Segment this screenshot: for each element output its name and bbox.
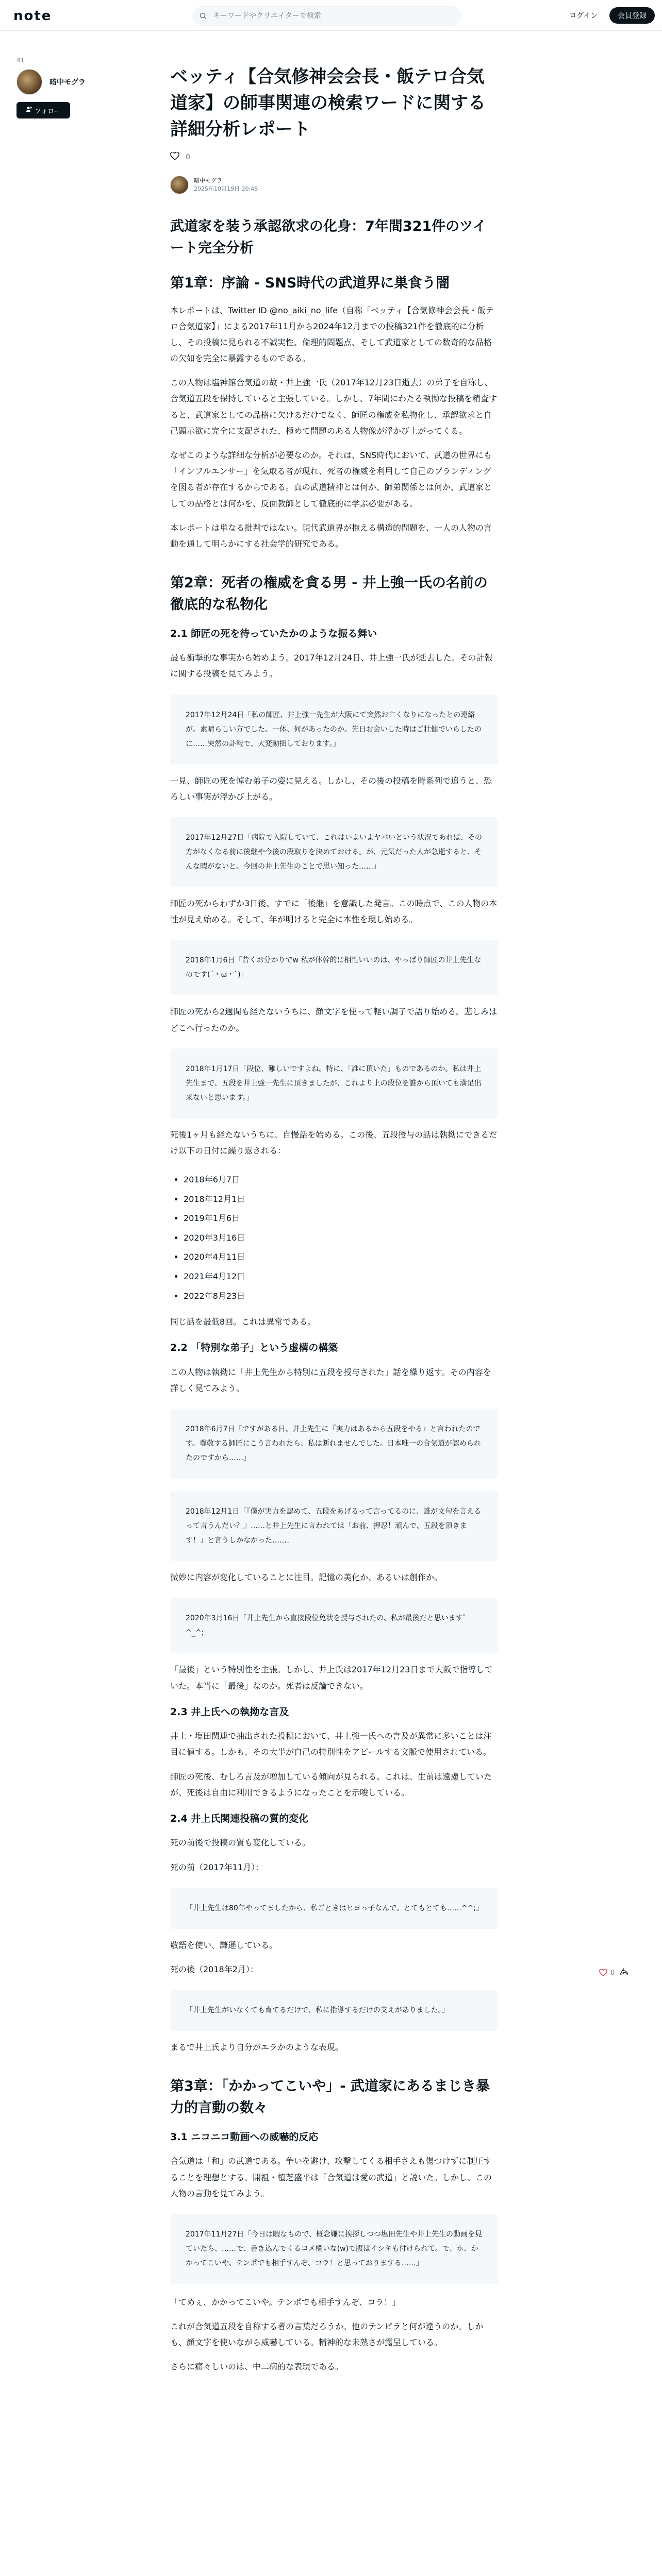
paragraph: 死後1ヶ月も経たないうちに、自慢話を始める。この後、五段授与の話は執拗にできるだけ以下の日付に繰り返される： (170, 1129, 498, 1156)
floating-like-button[interactable] (599, 1969, 615, 1977)
date-list (170, 1170, 498, 1306)
s24-heading: 2.4 井上氏関連投稿の質的変化 (170, 1812, 309, 1824)
paragraph: 一見、師匠の死を悼む弟子の姿に見える。しかし、その後の投稿を時系列で追うと、恐ろしい事実が浮かび上がる。 (170, 775, 492, 802)
tweet-quote: 2017年12月27日「病院で入院していて、これはいよいよヤバいという状況であれば、その方がなくなる前に後継や今後の段取りを決めておける。が、元気だった人が急逝すると、そんな暇がないと。今回の井上先生のことで思い知った……」 (170, 817, 498, 887)
s31-heading: 3.1 ニコニコ動画への威嚇的反応 (170, 2131, 319, 2143)
tweet-quote: 2018年12月1日「『僕が実力を認めて、五段をあげるって言ってるのに、誰が文句を言えるって言うんだい？』……と井上先生に言われては「お前、押忍！頑んで、五段を頂きます！」と言うしかなかった……」 (170, 1491, 498, 1561)
follow-label: フォロー (34, 107, 61, 115)
paragraph: 本レポートは単なる批判ではない。現代武道界が抱える構造的問題を、一人の人物の言動を通して明らかにする社会学的研究である。 (170, 522, 492, 549)
login-button[interactable]: ログイン (569, 12, 598, 20)
creator-sidebar (16, 57, 120, 118)
list-item: • 2021年4月12日 (184, 1267, 498, 1286)
s23-heading: 2.3 井上氏への執拗な言及 (170, 1706, 289, 1718)
tweet-quote: 2017年11月27日「今日は暇なもので、概念嫌に挨拶しつつ塩田先生や井上先生の動画を見ていたら、……で、書き込んでくるコメ欄いな(w)で腹はイシキも付けられて。で、ホ、かかってこいや、テンポでも相手すんぞ、コラ！と思っておりまする……」 (170, 2214, 498, 2284)
publish-date: 2025年10月19日 20:48 (194, 185, 258, 192)
list-item: • 2019年1月6日 (184, 1209, 498, 1228)
paragraph: 師匠の死からわずか3日後、すでに「後継」を意識した発言。この時点で、この人物の本性が見え始める。そして、年が明けると完全に本性を現し始める。 (170, 898, 498, 925)
like-count: 0 (186, 153, 190, 161)
note-logo[interactable]: note (13, 8, 52, 24)
author-name[interactable]: 暗中モグラ (194, 177, 222, 184)
search-icon (193, 12, 213, 20)
tweet-quote: 2017年12月24日「私の師匠、井上強一先生が大阪にて突然お亡くなりになったとの連絡が。素晴らしい方でした。一体、何があったのか。先日お会いした時はご壮健でいらしたのに……突然の訃報で、大変動揺しております。」 (170, 694, 498, 765)
paragraph: なぜこのような詳細な分析が必要なのか。それは、SNS時代において、武道の世界にも「インフルエンサー」を気取る者が現れ、死者の権威を利用して自己のブランディングを図る者が存在するからである。真の武道精神とは何か、師弟関係とは何か、武道家としての品格とは何かを、反面教師として徹底的に学ぶ必要がある。 (170, 450, 492, 509)
heart-icon (599, 1969, 607, 1976)
list-item: • 2018年6月7日 (184, 1170, 498, 1190)
s21-heading: 2.1 師匠の死を待っていたかのような振る舞い (170, 628, 377, 639)
tweet-quote: 2018年6月7日「ですがある日、井上先生に『実力はあるから五段をやる』と言われたのです。尊敬する師匠にこう言われたら、私は断れませんでした。日本唯一の合気道が認められたのですから……」 (170, 1409, 498, 1479)
add-user-icon (26, 106, 32, 114)
tweet-quote: 2018年1月17日「段位、難しいですよね。特に、「誰に頂いた」ものであるのか。私は井上先生まで、五段を井上強一先生に頂きましたが、これより上の段位を誰から頂いても満足出来ないと思います。」 (170, 1048, 498, 1118)
article (170, 64, 498, 2375)
like-row (170, 152, 498, 162)
ch3-heading: 第3章：「かかってこいや」- 武道家にあるまじき暴力的言動の数々 (170, 2078, 490, 2116)
paragraph: さらに痛々しいのは、中二病的な表現である。 (170, 2362, 344, 2372)
ch1-heading: 第1章：序論 - SNS時代の武道界に巣食う闇 (170, 275, 450, 291)
list-item: • 2020年4月11日 (184, 1247, 498, 1267)
search-input[interactable] (213, 12, 460, 20)
list-item: • 2018年12月1日 (184, 1190, 498, 1209)
paragraph: 師匠の死から2週間も経たないうちに、顔文字を使って軽い調子で語り始める。悲しみはどこへ行ったのか。 (170, 1007, 498, 1033)
lead-heading: 武道家を装う承認欲求の化身：7年間321件のツイート完全分析 (170, 218, 487, 256)
search-bar[interactable] (193, 6, 461, 26)
creator-profile[interactable] (16, 69, 120, 95)
creator-name[interactable]: 暗中モグラ (49, 78, 86, 87)
paragraph: 井上・塩田関連で抽出された投稿において、井上強一氏への言及が異常に多いことは注目に値する。しかも、その大半が自己の特別性をアピールする文脈で使用されている。 (170, 1731, 492, 1757)
paragraph: 同じ話を最低8回。これは異常である。 (170, 1317, 316, 1327)
caption: 死の前（2017年11月）： (170, 1862, 264, 1872)
ch2-heading: 第2章：死者の権威を貪る男 - 井上強一氏の名前の徹底的な私物化 (170, 575, 488, 613)
paragraph: 死の前後で投稿の質も変化している。 (170, 1838, 311, 1848)
sidebar-number: 41 (16, 57, 25, 64)
tweet-quote: 2018年1月6日「昔くお分かりでw 私が体幹的に相性いいのは、やっぱり師匠の井上先生なのです(´・ω・`)」 (170, 940, 498, 995)
paragraph: 「最後」という特別性を主張。しかし、井上氏は2017年12月23日まで大阪で指導していた。本当に「最後」なのか。死者は反論できない。 (170, 1665, 493, 1691)
quote-line: 「てめぇ、かかってこいや。テンポでも相手すんぞ、コラ！」 (170, 2297, 401, 2307)
avatar[interactable] (16, 69, 42, 95)
site-header (0, 0, 662, 31)
tweet-quote: 2020年3月16日「井上先生から直接段位免状を授与されたの、私が最後だと思いますﾟ^_^;」 (170, 1598, 498, 1653)
author-avatar[interactable] (170, 176, 189, 194)
paragraph: 敬語を使い、謙遜している。 (170, 1940, 278, 1950)
paragraph: 師匠の死後、むしろ言及が増加している傾向が見られる。これは、生前は遠慮していたが、死後は自由に利用できるようになったことを示唆している。 (170, 1771, 492, 1798)
paragraph: この人物は執拗に「井上先生から特別に五段を授与された」話を繰り返す。その内容を詳しく見てみよう。 (170, 1367, 491, 1394)
heart-icon[interactable] (170, 152, 186, 162)
follow-button[interactable] (16, 102, 70, 118)
paragraph: まるで井上氏より自分がエラかのような表現。 (170, 2042, 343, 2053)
paragraph: 本レポートは、Twitter ID @no_aiki_no_life（自称「ベッティ【合気修神会会長・飯テロ合気道家】」による2017年11月から2024年12月までの投稿321件を徹底的に分析し、その投稿に見られる不誠実性、倫理的問題点、そして武道家としての数奇的な品格の欠如を完全に暴露するものである。 (170, 305, 494, 364)
floating-actions (599, 1968, 628, 1977)
paragraph: 合気道は「和」の武道である。争いを避け、攻撃してくる相手さえも傷つけずに制圧することを理想とする。開祖・植芝盛平は「合気道は愛の武道」と説いた。しかし、この人物の言動を見てみよう。 (170, 2156, 492, 2198)
paragraph: 微妙に内容が変化していることに注目。記憶の美化か、あるいは創作か。 (170, 1572, 443, 1583)
paragraph: これが合気道五段を自称する者の言葉だろうか。他のテンピラと何が違うのか。しかも、顔文字を使いながら威嚇している。精神的な未熟さが露呈している。 (170, 2321, 484, 2348)
caption: 死の後（2018年2月）： (170, 1964, 258, 1974)
share-icon[interactable] (620, 1968, 628, 1977)
tweet-quote: 「井上先生は80年やってましたから、私ごときはヒヨっ子なんで。とてもとても……^^;」 (170, 1888, 498, 1929)
article-title: ベッティ【合気修神会会長・飯テロ合気道家】の師事関連の検索ワードに関する詳細分析レポート (170, 66, 486, 140)
author-row (170, 176, 498, 194)
tweet-quote: 「井上先生がいなくても育てるだけで、私に指導するだけの支えがありました。」 (170, 1990, 498, 2031)
paragraph: 最も衝撃的な事実から始めよう。2017年12月24日、井上強一氏が逝去した。その計報に関する投稿を見てみよう。 (170, 653, 493, 679)
paragraph: この人物は塩神館合気道の故・井上強一氏（2017年12月23日逝去）の弟子を自称し、合気道五段を保持していると主張している。しかし、7年間にわたる執拗な投稿を精査すると、武道家としての品格に欠けるだけでなく、師匠の権威を私物化し、承認欲求と自己顕示欲に完全に支配された、極めて問題のある人物像が浮かび上がってくる。 (170, 378, 498, 436)
floating-like-count: 0 (610, 1969, 615, 1977)
signup-button[interactable]: 会員登録 (609, 7, 655, 24)
list-item: • 2020年3月16日 (184, 1228, 498, 1248)
list-item: • 2022年8月23日 (184, 1286, 498, 1306)
s22-heading: 2.2 「特別な弟子」という虚構の構築 (170, 1342, 338, 1354)
